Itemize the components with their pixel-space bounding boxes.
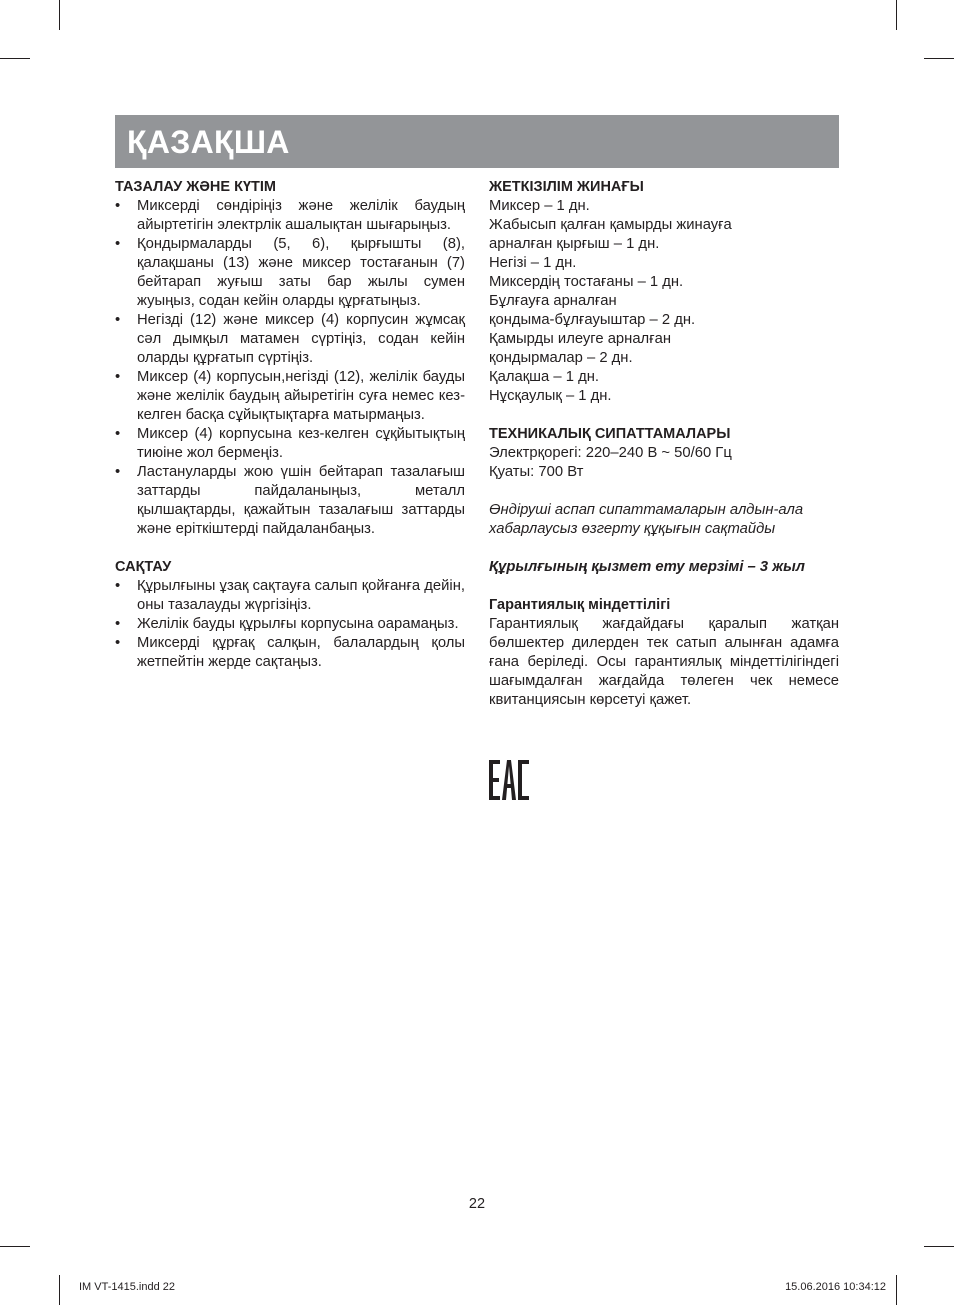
eac-logo	[489, 760, 531, 807]
delivery-line: Миксер – 1 дн.	[489, 198, 590, 214]
notice-line: Өндіруші аспап сипаттамаларын алдын-ала	[489, 502, 804, 518]
delivery-line: қондырмалар – 2 дн.	[489, 350, 633, 366]
delivery-title: ЖЕТКІЗІЛІМ ЖИНАҒЫ	[489, 179, 644, 195]
delivery-line: Нұсқаулық – 1 дн.	[489, 388, 612, 404]
list-item: • Құрылғыны ұзақ сақтауға салып қойғанға дейін, оны тазалауды жүргізіңіз.	[115, 578, 465, 613]
warranty-text: Гарантиялық жағдайдағы қаралып жатқан бөлшектер дилерден тек сатып алынған адамға ғана беріледі. Осы гарантиялық міндеттілігіндегі шағымдалған жағдайда төлеген чек немесе квитанциясын көрсетуі қажет.	[489, 616, 839, 708]
crop-mark	[0, 58, 30, 59]
delivery-line: арналған қырғыш – 1 дн.	[489, 236, 660, 252]
language-banner	[115, 115, 839, 168]
right-column	[489, 178, 839, 710]
footer-filename: IM VT-1415.indd 22	[79, 1281, 176, 1293]
crop-mark	[924, 1246, 954, 1247]
footer-timestamp: 15.06.2016 10:34:12	[785, 1281, 886, 1293]
list-item: • Миксер (4) корпусына кез-келген сұқйытықтың тиюіне жол бермеңіз.	[115, 426, 465, 461]
delivery-line: Қалақша – 1 дн.	[489, 369, 599, 385]
crop-mark	[0, 1246, 30, 1247]
cleaning-title: ТАЗАЛАУ ЖӘНЕ КҮТІМ	[115, 179, 276, 195]
list-item: • Ластануларды жою үшін бейтарап тазалағыш заттарды пайдаланыңыз, металл қылшақтарды, қажайтын тазалағыш заттарды және еріткіштерді пайдаланбаңыз.	[115, 464, 465, 537]
list-item: • Миксер (4) корпусын,негізді (12), желілік бауды және желілік баудың айыретігін суға немес кез-келген басқа сұйықтықтарға матырмаңыз.	[115, 369, 465, 423]
specs-line: Қуаты: 700 Вт	[489, 464, 584, 480]
list-item: • Миксерді сөндіріңіз және желілік баудың айыртетігін электрлік ашалықтан шығарыңыз.	[115, 198, 465, 233]
warranty-title: Гарантиялық міндеттілігі	[489, 597, 671, 613]
list-item: • Желілік бауды құрылғы корпусына оарамаңыз.	[115, 616, 459, 632]
storage-title: САҚТАУ	[115, 559, 172, 575]
specs-line: Электрқорегі: 220–240 В ~ 50/60 Гц	[489, 445, 732, 461]
notice-line: хабарлаусыз өзгерту құқығын сақтайды	[489, 521, 776, 537]
crop-mark	[896, 0, 897, 30]
delivery-line: Жабысып қалған қамырды жинауға	[489, 217, 732, 233]
page-number: 22	[468, 1196, 486, 1212]
list-item: • Миксерді құрғақ салқын, балалардың қолы жетпейтін жерде сақтаңыз.	[115, 635, 465, 670]
specs-title: ТЕХНИКАЛЫҚ СИПАТТАМАЛАРЫ	[489, 426, 731, 442]
delivery-line: Миксердің тостағаны – 1 дн.	[489, 274, 684, 290]
service-life: Құрылғының қызмет ету мерзімі – 3 жыл	[489, 559, 805, 575]
list-item: • Қондырмаларды (5, 6), қырғышты (8), қалақшаны (13) және миксер тостағанын (7) бейтарап жуғыш заты бар жылы сумен жуыңыз, содан кейін оларды құрғатыңыз.	[115, 236, 465, 309]
delivery-line: Негізі – 1 дн.	[489, 255, 577, 271]
page-title: ҚАЗАҚША	[127, 124, 290, 160]
delivery-line: Қамырды илеуге арналған	[489, 331, 671, 347]
list-item: • Негізді (12) және миксер (4) корпусин жұмсақ сәл дымқыл матамен сүртіңіз, содан кейін оларды құрғатып сүртіңіз.	[115, 312, 465, 366]
storage-list	[115, 577, 465, 672]
crop-mark	[59, 1275, 60, 1305]
left-column	[115, 178, 465, 672]
cleaning-list	[115, 197, 465, 539]
delivery-line: Бұлғауға арналған	[489, 293, 617, 309]
crop-mark	[924, 58, 954, 59]
crop-mark	[59, 0, 60, 30]
delivery-line: қондыма-бұлғауыштар – 2 дн.	[489, 312, 696, 328]
crop-mark	[896, 1275, 897, 1305]
